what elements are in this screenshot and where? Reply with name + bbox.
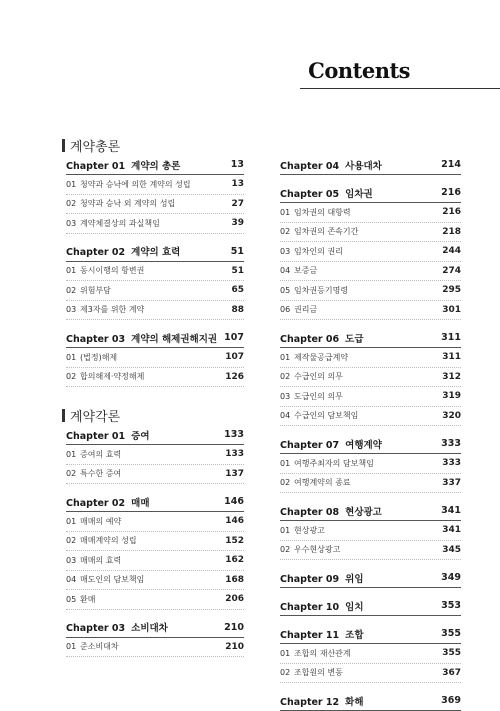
item-text: 임차권의 존속기간 (294, 227, 359, 237)
toc-item-row[interactable] (66, 262, 244, 282)
page-title: Contents (308, 58, 410, 83)
chapter-gap (280, 426, 461, 430)
item-page: 367 (442, 667, 461, 678)
item-text: 특수한 증여 (80, 469, 122, 479)
item-label (280, 304, 317, 315)
chapter-title: 현상광고 (345, 506, 382, 518)
toc-item-row[interactable] (66, 175, 244, 195)
chapter-title: 임차권 (345, 188, 373, 200)
toc-item-row[interactable] (66, 465, 244, 485)
item-page: 133 (225, 449, 244, 460)
chapter-gap (280, 616, 461, 620)
toc-item-row[interactable] (280, 242, 461, 262)
chapter-label (280, 437, 382, 451)
item-text: 도급인의 의무 (294, 391, 343, 401)
item-label (280, 371, 343, 382)
chapter-title: 매매 (131, 497, 150, 509)
item-number: 02 (66, 372, 77, 382)
toc-column-specific (66, 421, 244, 657)
item-label (66, 555, 121, 566)
item-number: 03 (66, 555, 77, 565)
item-page: 162 (225, 555, 244, 566)
item-number: 01 (66, 449, 77, 459)
item-page: 88 (231, 304, 244, 315)
chapter-label (66, 244, 180, 258)
item-label (66, 304, 144, 315)
item-number: 02 (66, 199, 77, 209)
item-text: 여행계약의 종료 (294, 478, 351, 488)
item-number: 03 (66, 305, 77, 315)
toc-item-row[interactable] (280, 301, 461, 321)
chapter-label (66, 158, 180, 172)
chapter-title: 계약의 총론 (131, 160, 181, 172)
item-page: 320 (442, 410, 461, 421)
item-text: 환매 (80, 594, 96, 604)
chapter-page: 353 (441, 600, 461, 611)
chapter-page: 369 (441, 695, 461, 706)
item-number: 03 (66, 218, 77, 228)
item-text: 위험부담 (80, 285, 111, 295)
item-text: 준소비대차 (80, 642, 119, 652)
item-text: 조합의 재산관계 (294, 648, 351, 658)
item-label (66, 285, 111, 296)
section-label: 계약각론 (70, 410, 121, 425)
toc-item-row[interactable] (280, 541, 461, 561)
toc-item-row[interactable] (280, 223, 461, 243)
item-text: 동시이행의 항변권 (80, 266, 145, 276)
toc-item-row[interactable] (66, 551, 244, 571)
chapter-row[interactable] (66, 492, 244, 512)
item-label (280, 458, 374, 469)
chapter-page: 214 (441, 159, 461, 170)
toc-item-row[interactable] (280, 348, 461, 368)
toc-item-row[interactable] (66, 638, 244, 658)
chapter-label (66, 495, 150, 509)
item-page: 51 (231, 265, 244, 276)
item-page: 13 (231, 179, 244, 190)
item-number: 02 (280, 227, 291, 237)
item-label (280, 226, 358, 237)
chapter-row[interactable] (280, 501, 461, 521)
item-page: 341 (442, 525, 461, 536)
toc-item-row[interactable] (280, 203, 461, 223)
item-text: 임차권의 대항력 (294, 207, 351, 217)
item-page: 27 (231, 198, 244, 209)
chapter-row[interactable] (280, 568, 461, 588)
item-label (280, 525, 325, 536)
item-page: 206 (225, 594, 244, 605)
item-text: 청약과 승낙 외 계약의 성립 (80, 199, 176, 209)
chapter-number: Chapter 01 (66, 430, 126, 442)
toc-item-row[interactable] (66, 301, 244, 321)
chapter-title: 임치 (345, 601, 364, 613)
item-number: 01 (280, 525, 291, 535)
item-page: 216 (442, 207, 461, 218)
item-label (66, 468, 121, 479)
toc-item-row[interactable] (66, 368, 244, 388)
item-text: 매매계약의 성립 (80, 536, 137, 546)
chapter-title: 계약의 해제권해지권 (131, 333, 218, 345)
item-text: 조합원의 변동 (294, 668, 343, 678)
toc-item-row[interactable] (280, 644, 461, 664)
item-label (280, 667, 343, 678)
item-number: 01 (280, 352, 291, 362)
toc-item-row[interactable] (66, 445, 244, 465)
toc-item-row[interactable] (280, 474, 461, 494)
section-bar-icon (62, 139, 65, 152)
chapter-page: 13 (230, 159, 244, 170)
item-label (66, 265, 144, 276)
toc-column-general (66, 151, 244, 387)
item-number: 06 (280, 305, 291, 315)
chapter-title: 소비대차 (131, 623, 168, 634)
chapter-gap (66, 234, 244, 238)
chapter-number: Chapter 10 (280, 601, 340, 613)
chapter-row[interactable] (66, 155, 244, 175)
chapter-page: 107 (224, 332, 244, 343)
toc-item-row[interactable] (66, 348, 244, 368)
toc-item-row[interactable] (66, 195, 244, 215)
item-page: 319 (442, 391, 461, 402)
item-number: 04 (66, 575, 77, 585)
chapter-row[interactable] (66, 242, 244, 262)
item-page: 65 (231, 285, 244, 296)
item-page: 301 (442, 304, 461, 315)
item-page: 146 (225, 516, 244, 527)
chapter-title: 사용대차 (345, 160, 382, 172)
chapter-row[interactable] (280, 624, 461, 644)
item-number: 05 (66, 594, 77, 604)
item-text: 수급인의 담보책임 (294, 411, 359, 421)
toc-item-row[interactable] (280, 262, 461, 282)
chapter-number: Chapter 03 (66, 333, 126, 345)
item-text: 제3자를 위한 계약 (80, 305, 145, 315)
chapter-gap (280, 683, 461, 687)
chapter-title: 화해 (345, 696, 364, 708)
section-label: 계약총론 (70, 140, 121, 155)
toc-item-row[interactable] (280, 281, 461, 301)
item-label (66, 535, 137, 546)
chapter-title: 위임 (345, 573, 364, 585)
item-text: (법정)해제 (80, 352, 118, 362)
item-text: 보증금 (294, 266, 318, 276)
item-label (280, 352, 348, 363)
toc-item-row[interactable] (66, 281, 244, 301)
item-label (66, 574, 144, 585)
chapter-label (280, 331, 364, 345)
item-number: 03 (280, 391, 291, 401)
toc-item-row[interactable] (66, 571, 244, 591)
item-label (66, 371, 144, 382)
item-number: 01 (280, 648, 291, 658)
item-text: 매도인의 담보책임 (80, 575, 145, 585)
item-number: 02 (66, 536, 77, 546)
chapter-page: 349 (441, 572, 461, 583)
item-label (280, 391, 343, 402)
toc-item-row[interactable] (280, 368, 461, 388)
title-rule (300, 88, 500, 89)
chapter-title: 계약의 효력 (131, 247, 181, 258)
toc-item-row[interactable] (66, 214, 244, 234)
chapter-number: Chapter 02 (66, 497, 126, 509)
item-label (280, 410, 358, 421)
item-number: 04 (280, 266, 291, 276)
item-page: 137 (225, 468, 244, 479)
item-text: 매매의 예약 (80, 516, 122, 526)
item-page: 337 (442, 477, 461, 488)
toc-item-row[interactable] (280, 454, 461, 474)
toc-item-row[interactable] (280, 521, 461, 541)
item-number: 02 (66, 285, 77, 295)
chapter-label (66, 331, 217, 345)
chapter-number: Chapter 05 (280, 188, 340, 200)
item-page: 244 (442, 246, 461, 257)
chapter-gap (280, 320, 461, 324)
item-text: 임차권등기명령 (294, 285, 349, 295)
item-label (66, 449, 121, 460)
item-text: 권리금 (294, 305, 318, 315)
item-label (280, 246, 343, 257)
item-page: 107 (225, 352, 244, 363)
chapter-page: 210 (224, 621, 244, 633)
item-page: 274 (442, 265, 461, 276)
section-bar-icon (62, 409, 65, 422)
item-page: 168 (225, 574, 244, 585)
chapter-label (280, 599, 364, 613)
item-page: 312 (442, 371, 461, 382)
item-number: 01 (66, 642, 77, 652)
item-number: 02 (280, 668, 291, 678)
chapter-number: Chapter 07 (280, 439, 340, 451)
chapter-row[interactable] (280, 596, 461, 616)
item-label (66, 594, 95, 605)
item-page: 295 (442, 285, 461, 296)
item-label (280, 285, 348, 296)
chapter-title: 조합 (345, 629, 364, 641)
chapter-label (280, 158, 382, 172)
chapter-gap (280, 588, 461, 592)
item-label (280, 544, 340, 555)
item-label (66, 641, 119, 652)
item-page: 333 (442, 458, 461, 469)
chapter-page: 133 (224, 429, 244, 440)
item-text: 임차인의 권리 (294, 246, 343, 256)
chapter-page: 51 (230, 245, 244, 257)
chapter-label (280, 694, 364, 708)
item-number: 01 (280, 458, 291, 468)
item-page: 210 (225, 641, 244, 652)
chapter-row[interactable] (280, 434, 461, 454)
toc-item-row[interactable] (280, 387, 461, 407)
item-number: 01 (66, 179, 77, 189)
item-text: 제작물공급계약 (294, 352, 349, 362)
item-number: 01 (66, 516, 77, 526)
item-page: 355 (442, 648, 461, 659)
chapter-label (66, 620, 168, 634)
chapter-page: 216 (441, 187, 461, 198)
chapter-number: Chapter 04 (280, 160, 340, 172)
chapter-row[interactable] (280, 691, 461, 711)
item-label (280, 648, 351, 659)
chapter-row[interactable] (280, 155, 461, 175)
item-label (280, 477, 351, 488)
item-label (66, 198, 175, 209)
item-text: 증여의 효력 (80, 449, 122, 459)
item-number: 02 (280, 478, 291, 488)
chapter-gap (280, 560, 461, 564)
item-page: 311 (442, 352, 461, 363)
chapter-number: Chapter 12 (280, 696, 340, 708)
item-number: 02 (280, 372, 291, 382)
chapter-row[interactable] (66, 425, 244, 445)
chapter-title: 증여 (131, 430, 150, 442)
item-text: 합의해제·약정해제 (80, 372, 145, 382)
item-text: 현상광고 (294, 525, 325, 535)
item-page: 345 (442, 544, 461, 555)
item-number: 02 (280, 545, 291, 555)
item-page: 126 (225, 371, 244, 382)
chapter-label (280, 504, 382, 518)
item-page: 152 (225, 535, 244, 546)
chapter-page: 333 (441, 438, 461, 449)
chapter-label (280, 186, 373, 200)
item-text: 우수현상광고 (294, 545, 341, 555)
item-label (280, 207, 351, 218)
chapter-page: 355 (441, 628, 461, 639)
chapter-gap (280, 175, 461, 179)
chapter-number: Chapter 01 (66, 160, 126, 172)
chapter-label (280, 627, 364, 641)
item-label (66, 179, 191, 190)
toc-item-row[interactable] (66, 512, 244, 532)
item-number: 03 (280, 246, 291, 256)
item-number: 01 (280, 207, 291, 217)
chapter-page: 311 (441, 332, 461, 343)
chapter-number: Chapter 08 (280, 506, 340, 518)
chapter-gap (66, 484, 244, 488)
chapter-row[interactable] (280, 183, 461, 203)
item-text: 매매의 효력 (80, 555, 122, 565)
chapter-number: Chapter 09 (280, 573, 340, 585)
chapter-row[interactable] (66, 618, 244, 638)
chapter-page: 341 (441, 505, 461, 516)
toc-item-row[interactable] (66, 590, 244, 610)
item-label (66, 218, 160, 229)
toc-column-right (280, 151, 461, 711)
item-label (66, 352, 117, 363)
item-number: 01 (66, 352, 77, 362)
chapter-number: Chapter 11 (280, 629, 340, 641)
item-text: 청약과 승낙에 의한 계약의 성립 (80, 179, 191, 189)
chapter-label (66, 428, 150, 442)
item-number: 05 (280, 285, 291, 295)
item-text: 계약체결상의 과실책임 (80, 218, 160, 228)
item-page: 218 (442, 226, 461, 237)
item-label (66, 516, 121, 527)
chapter-row[interactable] (66, 328, 244, 348)
chapter-gap (66, 320, 244, 324)
item-number: 02 (66, 469, 77, 479)
chapter-number: Chapter 02 (66, 247, 126, 258)
item-text: 여행주최자의 담보책임 (294, 458, 374, 468)
chapter-title: 여행계약 (345, 439, 382, 451)
item-text: 수급인의 의무 (294, 372, 343, 382)
item-number: 01 (66, 266, 77, 276)
chapter-page: 146 (224, 496, 244, 507)
toc-item-row[interactable] (280, 407, 461, 427)
chapter-number: Chapter 06 (280, 333, 340, 345)
toc-item-row[interactable] (66, 532, 244, 552)
toc-item-row[interactable] (280, 664, 461, 684)
chapter-gap (66, 610, 244, 614)
chapter-number: Chapter 03 (66, 623, 126, 634)
item-number: 04 (280, 411, 291, 421)
item-page: 39 (231, 218, 244, 229)
chapter-gap (280, 493, 461, 497)
chapter-label (280, 571, 364, 585)
chapter-row[interactable] (280, 328, 461, 348)
item-label (280, 265, 317, 276)
chapter-title: 도급 (345, 333, 364, 345)
